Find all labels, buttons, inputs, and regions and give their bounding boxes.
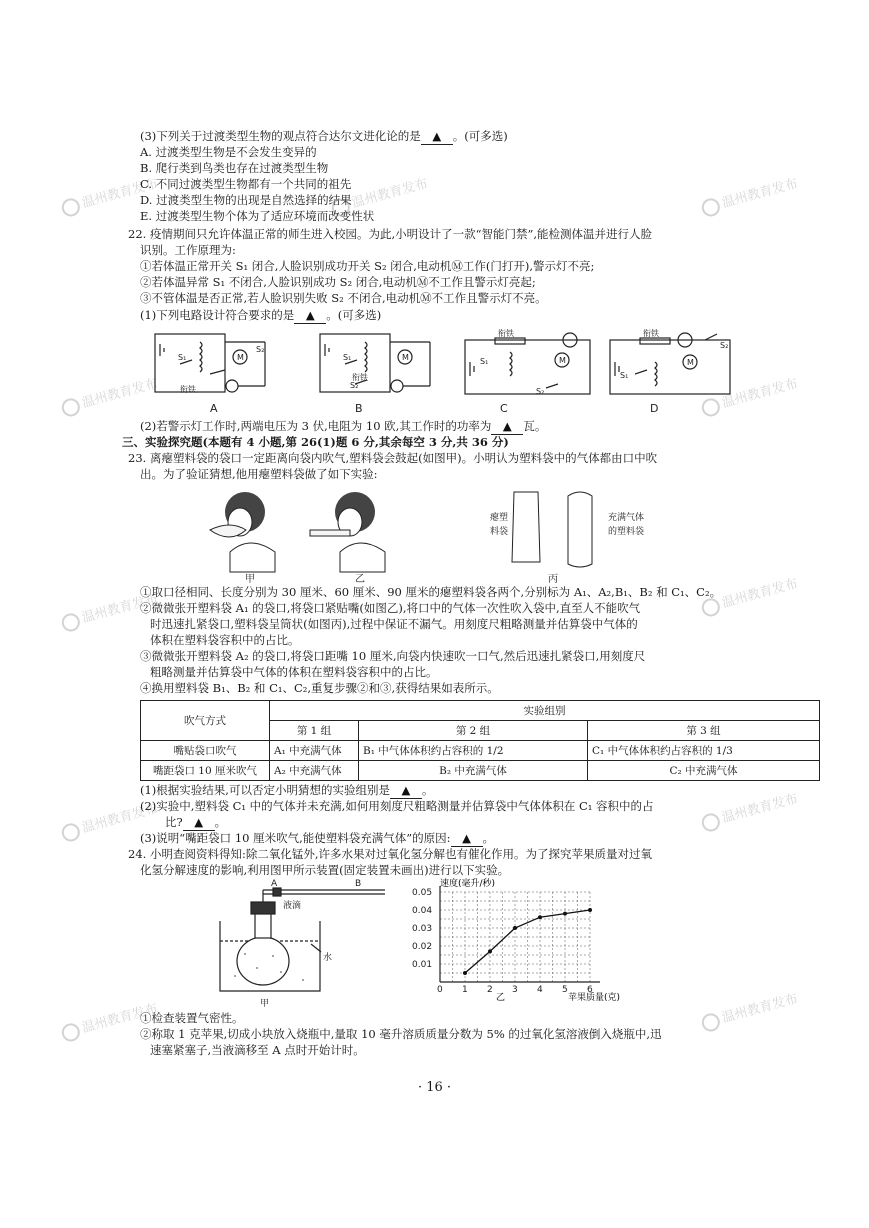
answer-blank[interactable]: ▲ [183, 814, 215, 831]
bag-full-label-1: 充满气体 [608, 513, 645, 523]
q22-rule: ③不管体温是否正常,若人脸识别失败 S₂ 不闭合,电动机Ⓜ不工作且警示灯不亮。 [140, 291, 547, 305]
circuit-a-iron-label: 衔铁 [180, 385, 196, 394]
table-cell: 嘴贴袋口吹气 [141, 741, 270, 761]
q21-option: E. 过渡类型生物个体为了适应环境而改变性状 [140, 209, 375, 223]
q21-option: C. 不同过渡类型生物都有一个共同的祖先 [140, 177, 352, 191]
figure-jia [210, 492, 275, 572]
apparatus-label-b: B [355, 879, 362, 889]
col-header-group2: 第 2 组 [359, 721, 588, 741]
q23-step: 粗略测量并估算袋中气体的体积在塑料袋容积中的占比。 [150, 665, 438, 679]
q22-sub2: (2)若警示灯工作时,两端电压为 3 伏,电阻为 10 欧,其工作时的功率为 ▲ 瓦。 [140, 419, 547, 433]
circuit-d [610, 333, 730, 394]
chart-grid [440, 892, 590, 982]
circuit-label-b: B [355, 402, 363, 414]
chart-caption: 乙 [496, 993, 506, 1003]
q23-step: ①取口径相同、长度分别为 30 厘米、60 厘米、90 厘米的瘪塑料袋各两个,分别标为 A₁、A₂,B₁、B₂ 和 C₁、C₂。 [140, 585, 722, 599]
figure-bing [512, 492, 592, 567]
circuit-b-s1-label: S₁ [343, 353, 352, 362]
circuit-d-s1-label: S₁ [620, 371, 629, 380]
q24-stem-line: 24. 小明查阅资料得知:除二氧化锰外,许多水果对过氧化氢分解也有催化作用。为了探究苹果质量对过氧 [128, 847, 652, 861]
circuit-b-iron-label: 衔铁 [352, 373, 368, 382]
q24-step: 速塞紧塞子,当液滴移至 A 点时开始计时。 [150, 1043, 365, 1057]
circuit-a-s2-label: S₂ [256, 345, 265, 354]
q23-stem-line: 23. 离瘪塑料袋的袋口一定距离向袋内吹气,塑料袋会鼓起(如图甲)。小明认为塑料袋中的气体都由口中吹 [128, 451, 658, 465]
apparatus-label-droplet: 液滴 [283, 901, 302, 911]
watermark: 温州教育发布 [699, 373, 800, 418]
col-header-group: 实验组别 [270, 701, 820, 721]
table-cell: B₁ 中气体体积约占容积的 1/2 [359, 741, 588, 761]
q21-stem: (3)下列关于过渡类型生物的观点符合达尔文进化论的是 ▲ 。(可多选) [140, 129, 508, 143]
q21-option: D. 过渡类型生物的出现是自然选择的结果 [140, 193, 352, 207]
answer-blank[interactable]: ▲ [491, 418, 523, 435]
q23-figures [200, 482, 660, 584]
q21-option: B. 爬行类到鸟类也存在过渡类型生物 [140, 161, 329, 175]
data-point [463, 971, 467, 975]
circuit-b-s2-label: S₂ [350, 381, 359, 390]
q22-rule: ②若体温异常 S₁ 不闭合,人脸识别成功 S₂ 闭合,电动机Ⓜ不工作且警示灯亮起; [140, 275, 536, 289]
watermark: 温州教育发布 [699, 173, 800, 218]
table-cell: B₂ 中充满气体 [359, 761, 588, 781]
apparatus-label-water: 水 [323, 953, 333, 963]
chart-xlabel: 苹果质量(克) [568, 993, 621, 1003]
q24-step: ②称取 1 克苹果,切成小块放入烧瓶中,量取 10 毫升溶质质量分数为 5% 的过氧化氢溶液倒入烧瓶中,迅 [140, 1027, 662, 1041]
y-tick-label: 0.02 [412, 942, 433, 952]
chart-ylabel: 速度(毫升/秒) [440, 879, 496, 889]
page-number: · 16 · [417, 1080, 452, 1095]
circuit-label-d: D [650, 402, 659, 414]
table-cell: C₂ 中充满气体 [588, 761, 820, 781]
watermark: 温州教育发布 [699, 573, 800, 618]
x-tick-label: 2 [487, 985, 493, 995]
watermark-logo-icon [60, 821, 82, 843]
table-cell: C₁ 中气体体积约占容积的 1/3 [588, 741, 820, 761]
watermark: 温州教育发布 [329, 173, 430, 218]
q22-stem-line: 识别。工作原理为: [140, 243, 236, 257]
circuit-b [320, 334, 430, 392]
answer-blank[interactable]: ▲ [451, 830, 483, 847]
watermark: 温州教育发布 [699, 988, 800, 1033]
q23-step: ④换用塑料袋 B₁、B₂ 和 C₁、C₂,重复步骤②和③,获得结果如表所示。 [140, 681, 499, 695]
y-tick-label: 0.03 [412, 924, 433, 934]
fig-label-bing: 丙 [548, 574, 558, 584]
bag-empty-label-2: 料袋 [490, 527, 509, 537]
watermark-logo-icon [700, 1011, 722, 1033]
answer-blank[interactable]: ▲ [390, 782, 422, 799]
watermark-logo-icon [60, 1021, 82, 1043]
table-header-row [141, 701, 820, 721]
table-cell: A₁ 中充满气体 [270, 741, 359, 761]
q23-step: ②微微张开塑料袋 A₁ 的袋口,将袋口紧贴嘴(如图乙),将口中的气体一次性吹入袋中,直至人不能吹气 [140, 601, 641, 615]
circuit-c-s1-label: S₁ [480, 357, 489, 366]
figure-yi [310, 492, 385, 572]
watermark-logo-icon [60, 196, 82, 218]
apparatus-diagram [215, 876, 390, 1008]
q22-rule: ①若体温正常开关 S₁ 闭合,人脸识别成功开关 S₂ 闭合,电动机Ⓜ工作(门打开),警示灯不亮; [140, 259, 595, 273]
col-header-group3: 第 3 组 [588, 721, 820, 741]
results-table [140, 700, 820, 781]
circuit-label-c: C [500, 402, 508, 414]
watermark: 温州教育发布 [59, 173, 160, 218]
q23-sub2-cont: 比? ▲ 。 [165, 815, 227, 829]
watermark: 温州教育发布 [699, 788, 800, 833]
x-tick-label: 5 [562, 985, 568, 995]
apparatus-caption: 甲 [260, 999, 270, 1008]
q21-option: A. 过渡类型生物是不会发生变异的 [140, 145, 317, 159]
y-tick-label: 0.05 [412, 888, 433, 898]
section-title: 三、实验探究题(本题有 4 小题,第 26(1)题 6 分,其余每空 3 分,共 36 分) [122, 435, 509, 449]
q24-stem-line: 化氢分解速度的影响,利用图甲所示装置(固定装置未画出)进行以下实验。 [140, 863, 510, 877]
chart-axes [440, 886, 600, 982]
circuit-c-motor-label: M [559, 356, 566, 365]
circuit-d-iron-label: 衔铁 [643, 329, 659, 338]
col-header-method: 吹气方式 [141, 701, 270, 741]
bag-full-label-2: 的塑料袋 [608, 527, 645, 537]
q23-sub1: (1)根据实验结果,可以否定小明猜想的实验组别是 ▲ 。 [140, 783, 434, 797]
watermark-logo-icon [700, 811, 722, 833]
q23-sub3: (3)说明“嘴距袋口 10 厘米吹气,能使塑料袋充满气体”的原因: ▲ 。 [140, 831, 495, 845]
circuit-label-a: A [210, 402, 218, 414]
fig-label-yi: 乙 [355, 574, 365, 584]
circuit-b-motor-label: M [402, 353, 409, 362]
fig-label-jia: 甲 [245, 574, 255, 584]
watermark: 温州教育发布 [59, 998, 160, 1043]
watermark: 温州教育发布 [59, 588, 160, 633]
x-tick-label: 3 [512, 985, 518, 995]
data-point [563, 912, 567, 916]
col-header-group1: 第 1 组 [270, 721, 359, 741]
table-row [141, 761, 820, 781]
q23-stem-line: 出。为了验证猜想,他用瘪塑料袋做了如下实验: [140, 467, 378, 481]
y-tick-label: 0.01 [412, 960, 433, 970]
table-row [141, 741, 820, 761]
watermark: 温州教育发布 [59, 798, 160, 843]
q24-step: ①检查装置气密性。 [140, 1011, 244, 1025]
circuit-a [155, 334, 265, 392]
circuit-d-s2-label: S₂ [720, 341, 729, 350]
answer-blank[interactable]: ▲ [421, 128, 453, 145]
y-tick-label: 0.04 [412, 906, 433, 916]
q23-step: 时迅速扎紧袋口,塑料袋呈筒状(如图丙),过程中保证不漏气。用刻度尺粗略测量并估算袋中气体的 [150, 617, 638, 631]
x-tick-label: 0 [437, 985, 443, 995]
watermark-logo-icon [60, 611, 82, 633]
watermark-logo-icon [60, 396, 82, 418]
apparatus-label-a: A [271, 879, 278, 889]
circuit-d-motor-label: M [687, 358, 694, 367]
q23-sub2: (2)实验中,塑料袋 C₁ 中的气体并未充满,如何用刻度尺粗略测量并估算袋中气体体积在 C₁ 容积中的占 [140, 799, 654, 813]
x-tick-label: 4 [537, 985, 543, 995]
circuit-a-s1-label: S₁ [178, 353, 187, 362]
q23-step: 体积在塑料袋容积中的占比。 [150, 633, 300, 647]
x-tick-label: 6 [587, 985, 593, 995]
answer-blank[interactable]: ▲ [294, 307, 326, 324]
table-cell: A₂ 中充满气体 [270, 761, 359, 781]
rate-chart [410, 876, 640, 1006]
bag-empty-label-1: 瘪塑 [490, 513, 509, 523]
watermark-logo-icon [700, 196, 722, 218]
q22-stem-line: 22. 疫情期间只允许体温正常的师生进入校园。为此,小明设计了一款“智能门禁”,能检测体温并进行人脸 [128, 227, 653, 241]
data-point [588, 908, 592, 912]
q22-sub1: (1)下列电路设计符合要求的是 ▲ 。(可多选) [140, 308, 382, 322]
x-tick-label: 1 [462, 985, 468, 995]
data-point [538, 915, 542, 919]
table-cell: 嘴距袋口 10 厘米吹气 [141, 761, 270, 781]
q23-step: ③微微张开塑料袋 A₂ 的袋口,将袋口距嘴 10 厘米,向袋内快速吹一口气,然后迅速扎紧袋口,用刻度尺 [140, 649, 646, 663]
circuit-c-iron-label: 衔铁 [498, 329, 514, 338]
circuit-diagrams [140, 322, 840, 414]
watermark: 温州教育发布 [59, 373, 160, 418]
circuit-c-s2-label: S₂ [536, 387, 545, 396]
data-point [488, 949, 492, 953]
circuit-a-motor-label: M [237, 353, 244, 362]
data-point [513, 926, 517, 930]
